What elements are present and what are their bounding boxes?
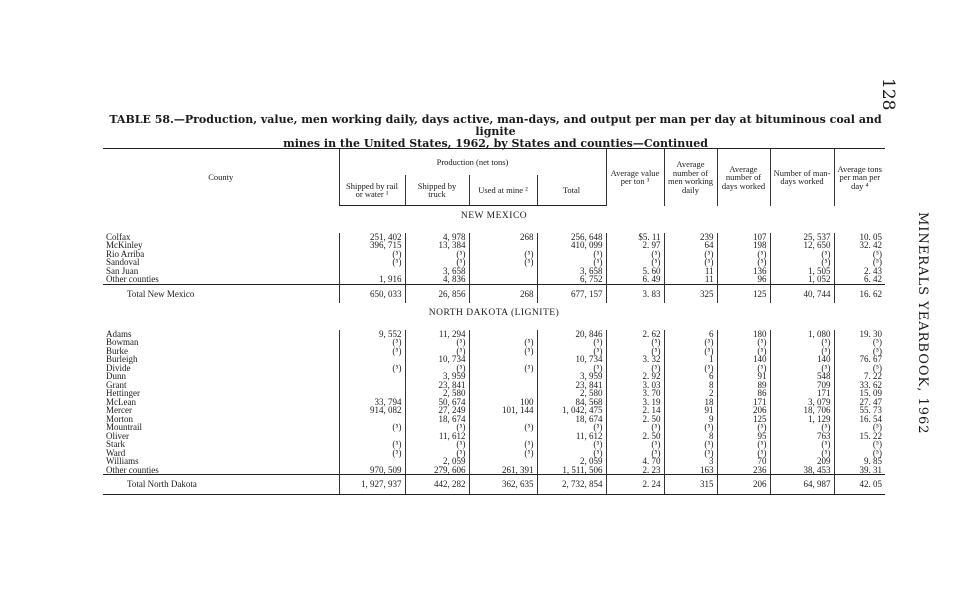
days-cell: 107	[717, 233, 770, 242]
table-title-line-1: TABLE 58.—Production, value, men working daily, days active, man-days, and output per man per day at bituminous coal and lignite	[109, 113, 882, 138]
days-cell: 96	[717, 275, 770, 284]
truck-cell: (⁵)	[405, 250, 469, 259]
mandays-cell: 1, 505	[770, 267, 834, 276]
tons-cell: 15. 22	[834, 432, 885, 441]
mandays-cell: (⁵)	[770, 423, 834, 432]
days-cell: 91	[717, 372, 770, 381]
section-heading: NEW MEXICO	[460, 211, 528, 221]
rail-cell	[339, 372, 405, 381]
men-cell: 11	[664, 275, 717, 284]
mandays-cell: 1, 080	[770, 330, 834, 339]
value-cell: (⁵)	[606, 449, 664, 458]
tons-cell: 39. 31	[834, 466, 885, 475]
mandays-cell: 3, 079	[770, 398, 834, 407]
table-row	[103, 364, 885, 373]
days-cell: (⁵)	[717, 449, 770, 458]
value-cell: 2. 92	[606, 372, 664, 381]
total-cell: 23, 841	[537, 381, 606, 390]
days-cell: (⁵)	[717, 364, 770, 373]
tons-cell: 32. 42	[834, 241, 885, 250]
tons-cell: 6. 42	[834, 275, 885, 284]
total-cell: 1, 042, 475	[537, 406, 606, 415]
tons-cell: 2. 43	[834, 267, 885, 276]
rail-cell: (⁵)	[339, 423, 405, 432]
table-row	[103, 432, 885, 441]
days-cell: 171	[717, 398, 770, 407]
county-cell: Mercer	[106, 406, 132, 415]
truck-cell: (⁵)	[405, 347, 469, 356]
truck-cell: 2, 580	[405, 389, 469, 398]
tons-cell: 16. 62	[834, 284, 885, 303]
mandays-cell: 38, 453	[770, 466, 834, 475]
value-cell: 6. 49	[606, 275, 664, 284]
total-cell: 677, 157	[537, 284, 606, 303]
mandays-cell: (⁵)	[770, 250, 834, 259]
truck-cell: (⁵)	[405, 258, 469, 267]
truck-cell: (⁵)	[405, 338, 469, 347]
used-cell: (⁵)	[469, 258, 537, 267]
men-cell: 6	[664, 372, 717, 381]
header-tons: Average tons per man per day ⁴	[834, 149, 885, 206]
county-cell: Adams	[106, 329, 132, 338]
days-cell: 95	[717, 432, 770, 441]
used-cell: 100	[469, 398, 537, 407]
men-cell: 315	[664, 475, 717, 495]
value-cell: 3. 19	[606, 398, 664, 407]
tons-cell: 16. 54	[834, 415, 885, 424]
total-cell: 3, 658	[537, 267, 606, 276]
value-cell: 5. 60	[606, 267, 664, 276]
mandays-cell: 709	[770, 381, 834, 390]
tons-cell: (⁵)	[834, 449, 885, 458]
men-cell: (⁵)	[664, 347, 717, 356]
table-row	[103, 355, 885, 364]
truck-cell: (⁵)	[405, 423, 469, 432]
rail-cell: (⁵)	[339, 440, 405, 449]
county-cell: Williams	[106, 457, 139, 466]
days-cell: (⁵)	[717, 258, 770, 267]
men-cell: 2	[664, 389, 717, 398]
days-cell: 125	[717, 415, 770, 424]
men-cell: 6	[664, 330, 717, 339]
used-cell: 268	[469, 233, 537, 242]
total-cell: 10, 734	[537, 355, 606, 364]
value-cell: 3. 70	[606, 389, 664, 398]
rail-cell: 33, 794	[339, 398, 405, 407]
county-cell: San Juan	[106, 266, 139, 275]
county-cell: McKinley	[106, 241, 143, 250]
truck-cell: 4, 978	[405, 233, 469, 242]
value-cell: (⁵)	[606, 258, 664, 267]
rail-cell: (⁵)	[339, 449, 405, 458]
men-cell: 11	[664, 267, 717, 276]
truck-cell: 2, 059	[405, 457, 469, 466]
truck-cell: (⁵)	[405, 364, 469, 373]
total-cell: 410, 099	[537, 241, 606, 250]
truck-cell: (⁵)	[405, 449, 469, 458]
days-cell: (⁵)	[717, 347, 770, 356]
men-cell: (⁵)	[664, 258, 717, 267]
section-heading: NORTH DAKOTA (LIGNITE)	[428, 308, 560, 318]
total-cell: 18, 674	[537, 415, 606, 424]
men-cell: (⁵)	[664, 423, 717, 432]
mandays-cell: (⁵)	[770, 440, 834, 449]
days-cell: 206	[717, 475, 770, 495]
used-cell: (⁵)	[469, 347, 537, 356]
truck-cell: 50, 674	[405, 398, 469, 407]
mandays-cell: (⁵)	[770, 449, 834, 458]
header-mandays: Number of man-days worked	[770, 149, 834, 206]
value-cell: 2. 24	[606, 475, 664, 495]
rail-cell: 396, 715	[339, 241, 405, 250]
rail-cell: (⁵)	[339, 250, 405, 259]
tons-cell: (⁵)	[834, 338, 885, 347]
county-cell: Mountrail	[106, 423, 142, 432]
mandays-cell: (⁵)	[770, 338, 834, 347]
table-title-line-2: mines in the United States, 1962, by States and counties—Continued	[283, 137, 708, 150]
tons-cell: 76. 67	[834, 355, 885, 364]
section-heading-row	[103, 206, 885, 233]
truck-cell: 13, 384	[405, 241, 469, 250]
mandays-cell: 40, 744	[770, 284, 834, 303]
rail-cell: (⁵)	[339, 364, 405, 373]
value-cell: 2. 14	[606, 406, 664, 415]
days-cell: 206	[717, 406, 770, 415]
value-cell: $5. 11	[606, 233, 664, 242]
value-cell: 4. 70	[606, 457, 664, 466]
men-cell: (⁵)	[664, 449, 717, 458]
days-cell: 125	[717, 284, 770, 303]
used-cell: 268	[469, 284, 537, 303]
days-cell: (⁵)	[717, 423, 770, 432]
table-row	[103, 372, 885, 381]
men-cell: 8	[664, 432, 717, 441]
table-row	[103, 250, 885, 259]
rail-cell: 1, 916	[339, 275, 405, 284]
value-cell: 2. 23	[606, 466, 664, 475]
total-cell: 20, 846	[537, 330, 606, 339]
table-row	[103, 406, 885, 415]
county-cell: Total North Dakota	[103, 475, 339, 495]
tons-cell: 27. 47	[834, 398, 885, 407]
county-cell: Colfax	[106, 232, 131, 241]
days-cell: (⁵)	[717, 440, 770, 449]
header-total: Total	[537, 175, 606, 206]
truck-cell: 442, 282	[405, 475, 469, 495]
days-cell: 86	[717, 389, 770, 398]
men-cell: 239	[664, 233, 717, 242]
days-cell: 180	[717, 330, 770, 339]
mandays-cell: 1, 052	[770, 275, 834, 284]
truck-cell: 18, 674	[405, 415, 469, 424]
mandays-cell: (⁵)	[770, 364, 834, 373]
days-cell: 140	[717, 355, 770, 364]
mandays-cell: 12, 650	[770, 241, 834, 250]
used-cell: (⁵)	[469, 250, 537, 259]
used-cell: (⁵)	[469, 423, 537, 432]
mandays-cell: 209	[770, 457, 834, 466]
rail-cell: 251, 402	[339, 233, 405, 242]
total-cell: (⁵)	[537, 250, 606, 259]
table-row	[103, 389, 885, 398]
rail-cell: 650, 033	[339, 284, 405, 303]
total-cell: (⁵)	[537, 449, 606, 458]
mandays-cell: 25, 537	[770, 233, 834, 242]
value-cell: (⁵)	[606, 347, 664, 356]
rail-cell: 1, 927, 937	[339, 475, 405, 495]
used-cell	[469, 381, 537, 390]
table-row	[103, 381, 885, 390]
county-cell: Dunn	[106, 372, 126, 381]
total-cell: (⁵)	[537, 258, 606, 267]
tons-cell: 7. 22	[834, 372, 885, 381]
tons-cell: (⁵)	[834, 440, 885, 449]
county-cell: Burleigh	[106, 355, 138, 364]
table-row	[103, 423, 885, 432]
county-cell: Burke	[106, 346, 128, 355]
total-row	[103, 475, 885, 495]
tons-cell: (⁵)	[834, 364, 885, 373]
days-cell: 198	[717, 241, 770, 250]
value-cell: 2. 50	[606, 432, 664, 441]
truck-cell: 27, 249	[405, 406, 469, 415]
county-cell: Stark	[106, 440, 125, 449]
total-cell: 2, 732, 854	[537, 475, 606, 495]
value-cell: (⁵)	[606, 338, 664, 347]
tons-cell: 15. 09	[834, 389, 885, 398]
county-cell: Bowman	[106, 338, 139, 347]
total-cell: 6, 752	[537, 275, 606, 284]
table-row	[103, 457, 885, 466]
tons-cell: (⁵)	[834, 258, 885, 267]
men-cell: 8	[664, 381, 717, 390]
county-cell: Rio Arriba	[106, 249, 145, 258]
header-men: Average number of men working daily	[664, 149, 717, 206]
truck-cell: 11, 294	[405, 330, 469, 339]
used-cell: 101, 144	[469, 406, 537, 415]
value-cell: (⁵)	[606, 364, 664, 373]
used-cell: (⁵)	[469, 364, 537, 373]
men-cell: 3	[664, 457, 717, 466]
rail-cell: 970, 509	[339, 466, 405, 475]
used-cell: 261, 391	[469, 466, 537, 475]
used-cell: (⁵)	[469, 440, 537, 449]
mandays-cell: 18, 706	[770, 406, 834, 415]
truck-cell: 11, 612	[405, 432, 469, 441]
value-cell: (⁵)	[606, 250, 664, 259]
total-cell: 256, 648	[537, 233, 606, 242]
county-cell: Ward	[106, 448, 126, 457]
table-row	[103, 275, 885, 284]
total-cell: 2, 580	[537, 389, 606, 398]
value-cell: 3. 03	[606, 381, 664, 390]
used-cell: (⁵)	[469, 449, 537, 458]
table-row	[103, 466, 885, 475]
total-cell: 3, 959	[537, 372, 606, 381]
rail-cell: (⁵)	[339, 347, 405, 356]
table-row	[103, 233, 885, 242]
tons-cell: 10. 05	[834, 233, 885, 242]
truck-cell: 3, 658	[405, 267, 469, 276]
section-heading-row	[103, 303, 885, 330]
mandays-cell: 171	[770, 389, 834, 398]
county-cell: Divide	[106, 363, 131, 372]
header-used: Used at mine ²	[469, 175, 537, 206]
county-cell: Sandoval	[106, 258, 140, 267]
total-cell: 84, 568	[537, 398, 606, 407]
tons-cell: (⁵)	[834, 250, 885, 259]
days-cell: (⁵)	[717, 250, 770, 259]
county-cell: Hettinger	[106, 389, 140, 398]
county-cell: Grant	[106, 380, 127, 389]
tons-cell: 19. 30	[834, 330, 885, 339]
total-cell: (⁵)	[537, 440, 606, 449]
county-cell: McLean	[106, 397, 136, 406]
truck-cell: 3, 959	[405, 372, 469, 381]
table-row	[103, 338, 885, 347]
men-cell: (⁵)	[664, 364, 717, 373]
rail-cell: 914, 082	[339, 406, 405, 415]
county-cell: Morton	[106, 414, 133, 423]
table-row	[103, 415, 885, 424]
table-body	[103, 206, 885, 495]
men-cell: 18	[664, 398, 717, 407]
total-cell: (⁵)	[537, 364, 606, 373]
truck-cell: 10, 734	[405, 355, 469, 364]
men-cell: 64	[664, 241, 717, 250]
used-cell	[469, 372, 537, 381]
table-row	[103, 241, 885, 250]
header-days: Average number of days worked	[717, 149, 770, 206]
header-value: Average value per ton ³	[606, 149, 664, 206]
header-production-group: Production (net tons)	[339, 149, 606, 176]
used-cell	[469, 267, 537, 276]
mandays-cell: 64, 987	[770, 475, 834, 495]
header-rail: Shipped by rail or water ¹	[339, 175, 405, 206]
table-row	[103, 258, 885, 267]
total-cell: (⁵)	[537, 338, 606, 347]
truck-cell: 4, 836	[405, 275, 469, 284]
page-number: 128	[878, 78, 898, 111]
total-cell: 2, 059	[537, 457, 606, 466]
table-row	[103, 347, 885, 356]
days-cell: 89	[717, 381, 770, 390]
total-cell: 11, 612	[537, 432, 606, 441]
tons-cell: 9. 85	[834, 457, 885, 466]
county-cell: Other counties	[106, 465, 159, 475]
county-cell: Total New Mexico	[103, 284, 339, 303]
value-cell: 2. 62	[606, 330, 664, 339]
table-row	[103, 449, 885, 458]
rail-cell: 9, 552	[339, 330, 405, 339]
used-cell: 362, 635	[469, 475, 537, 495]
table-title	[103, 114, 888, 150]
men-cell: 325	[664, 284, 717, 303]
total-row	[103, 284, 885, 303]
men-cell: 163	[664, 466, 717, 475]
tons-cell: 33. 62	[834, 381, 885, 390]
total-cell: (⁵)	[537, 347, 606, 356]
mandays-cell: (⁵)	[770, 258, 834, 267]
days-cell: 136	[717, 267, 770, 276]
men-cell: 91	[664, 406, 717, 415]
mandays-cell: 1, 129	[770, 415, 834, 424]
men-cell: (⁵)	[664, 338, 717, 347]
men-cell: (⁵)	[664, 250, 717, 259]
total-cell: (⁵)	[537, 423, 606, 432]
days-cell: 70	[717, 457, 770, 466]
running-head: MINERALS YEARBOOK, 1962	[915, 212, 930, 435]
truck-cell: 279, 606	[405, 466, 469, 475]
value-cell: 3. 83	[606, 284, 664, 303]
county-cell: Other counties	[106, 275, 159, 284]
used-cell: (⁵)	[469, 338, 537, 347]
rail-cell: (⁵)	[339, 258, 405, 267]
rail-cell	[339, 381, 405, 390]
value-cell: 3. 32	[606, 355, 664, 364]
header-truck: Shipped by truck	[405, 175, 469, 206]
truck-cell: (⁵)	[405, 440, 469, 449]
value-cell: (⁵)	[606, 440, 664, 449]
county-cell: Oliver	[106, 431, 129, 440]
days-cell: 236	[717, 466, 770, 475]
tons-cell: 42. 05	[834, 475, 885, 495]
coal-production-table	[103, 148, 885, 495]
mandays-cell: 548	[770, 372, 834, 381]
table-row	[103, 398, 885, 407]
table-row	[103, 330, 885, 339]
used-cell	[469, 275, 537, 284]
rail-cell: (⁵)	[339, 338, 405, 347]
days-cell: (⁵)	[717, 338, 770, 347]
total-cell: 1, 511, 506	[537, 466, 606, 475]
table-row	[103, 440, 885, 449]
table-row	[103, 267, 885, 276]
men-cell: 9	[664, 415, 717, 424]
mandays-cell: 763	[770, 432, 834, 441]
men-cell: (⁵)	[664, 440, 717, 449]
value-cell: 2. 97	[606, 241, 664, 250]
mandays-cell: 140	[770, 355, 834, 364]
value-cell: 2. 50	[606, 415, 664, 424]
tons-cell: (⁵)	[834, 423, 885, 432]
value-cell: (⁵)	[606, 423, 664, 432]
tons-cell: (⁵)	[834, 347, 885, 356]
truck-cell: 23, 841	[405, 381, 469, 390]
header-county: County	[103, 149, 339, 206]
truck-cell: 26, 856	[405, 284, 469, 303]
mandays-cell: (⁵)	[770, 347, 834, 356]
men-cell: 1	[664, 355, 717, 364]
tons-cell: 55. 73	[834, 406, 885, 415]
